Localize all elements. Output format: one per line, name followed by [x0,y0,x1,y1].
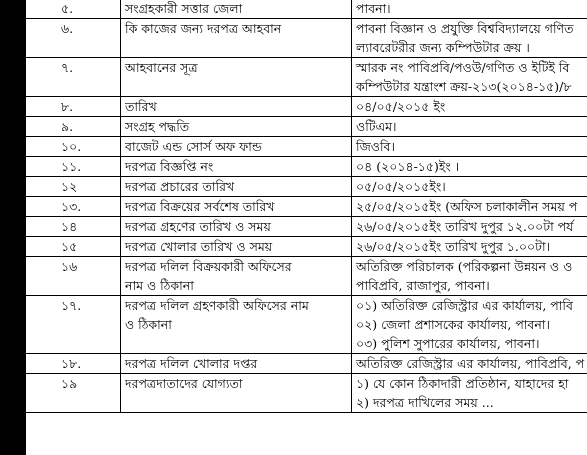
row-label [121,19,352,58]
value-line: পাবিপ্রবি, রাজাপুর, পাবনা। [356,278,490,293]
row-label [121,117,352,137]
value-line: ০১) অতিরিক্ত রেজিস্ট্রার এর কার্যালয়, পাবি [356,298,573,313]
label-line: দরপত্র দলিল খোলার দপ্তর [125,356,258,371]
row-number: ১৭. [25,296,121,354]
table-row [25,197,587,217]
value-line: ল্যাবরেটরীর জন্য কম্পিউটার ক্রয় । [356,40,530,55]
value-line: স্মারক নং পাবিপ্রবি/পওউ/গণিত ও ইটিই বি [356,60,570,75]
table-row [25,296,587,354]
value-line: অতিরিক্ত পরিচালক (পরিকল্পনা উন্নয়ন ও ও [356,259,573,274]
table-row [25,237,587,257]
value-line: ০৪ (২০১৪-১৫)ইং । [356,159,460,174]
row-number: ১২ [25,177,121,197]
value-line: ২) দরপত্র দাখিলের সময় ... [356,395,494,410]
row-value [352,197,587,217]
row-label [121,374,352,413]
row-label [121,0,352,19]
label-line: দরপত্রদাতাদের যোগ্যতা [125,376,243,391]
table-row [25,374,587,413]
label-line: নাম ও ঠিকানা [125,278,194,293]
row-number: ৫. [25,0,121,19]
table-row [25,58,587,97]
row-number: ১৪ [25,217,121,237]
table-row [25,0,587,19]
row-value [352,217,587,237]
row-number: ৬. [25,19,121,58]
label-line: ও ঠিকানা [125,317,172,332]
table-row [25,354,587,374]
row-label [121,354,352,374]
row-value [352,58,587,97]
label-line: সংগ্রহ পদ্ধতি [125,119,190,134]
row-label [121,177,352,197]
row-number: ১০. [25,137,121,157]
row-label [121,58,352,97]
value-line: ২৬/০৫/২০১৫ইং তারিখ দুপুর ১.০০টা। [356,239,551,254]
value-line: ০৩) পুলিশ সুপারের কার্যালয়, পাবনা। [356,336,540,351]
value-line: ওটিএম। [356,119,397,134]
value-line: ২৫/০৫/২০১৫ইং (অফিস চলাকালীন সময় প [356,199,578,214]
label-line: আহবানের সূত্র [125,60,198,75]
table-row [25,137,587,157]
row-label [121,197,352,217]
row-number: ৯. [25,117,121,137]
value-line: ০২) জেলা প্রশাসকের কার্যালয়, পাবনা। [356,317,550,332]
value-line: জিওবি। [356,139,395,154]
label-line: সংগ্রহকারী সত্তার জেলা [125,1,243,16]
label-line: দরপত্র দলিল বিক্রয়কারী অফিসের [125,259,292,274]
table-row [25,19,587,58]
row-number: ৮. [25,97,121,117]
value-line: অতিরিক্ত রেজিস্ট্রার এর কার্যালয়, পাবিপ্রবি, প [356,356,585,371]
label-line: দরপত্র প্রচারের তারিখ [125,179,235,194]
row-label [121,296,352,354]
table-row [25,257,587,296]
value-line: ১) যে কোন ঠিকাদারী প্রতিষ্ঠান, যাহাদের হা [356,376,569,391]
row-number: ১৮. [25,354,121,374]
row-value [352,237,587,257]
row-value [352,296,587,354]
label-line: দরপত্র খোলার তারিখ ও সময় [125,239,273,254]
tender-info-table [24,0,587,413]
row-number: ১১. [25,157,121,177]
row-number: ১৬ [25,257,121,296]
label-line: দরপত্র দলিল গ্রহণকারী অফিসের নাম [125,298,309,313]
label-line: দরপত্র বিজ্ঞপ্তি নং [125,159,214,174]
label-line: দরপত্র বিক্রয়ের সর্বশেষ তারিখ [125,199,275,214]
row-label [121,137,352,157]
row-value [352,354,587,374]
row-label [121,97,352,117]
row-number: ৭. [25,58,121,97]
label-line: কি কাজের জন্য দরপত্র আহবান [125,21,282,36]
row-number: ১৯ [25,374,121,413]
row-value [352,117,587,137]
row-number: ১৫ [25,237,121,257]
table-row [25,217,587,237]
value-line: ০৫/০৫/২০১৫ইং। [356,179,446,194]
row-value [352,157,587,177]
left-edge-bar [0,0,26,455]
value-line: কম্পিউটার যন্ত্রাংশ ক্রয়-২১৩(২০১৪-১৫)/৮ [356,79,572,94]
row-value [352,257,587,296]
value-line: ০৪/০৫/২০১৫ ইং [356,99,446,114]
label-line: বাজেট এন্ড সোর্স অফ ফান্ড [125,139,262,154]
row-label [121,157,352,177]
row-value [352,0,587,19]
value-line: ২৬/০৫/২০১৫ইং তারিখ দুপুর ১২.০০টা পর্য [356,219,574,234]
table-body [25,0,587,413]
row-number: ১৩. [25,197,121,217]
value-line: পাবনা। [356,1,391,16]
row-value [352,19,587,58]
row-value [352,177,587,197]
row-value [352,137,587,157]
label-line: দরপত্র গ্রহণের তারিখ ও সময় [125,219,271,234]
row-label [121,257,352,296]
table-row [25,177,587,197]
row-value [352,97,587,117]
row-label [121,217,352,237]
table-row [25,117,587,137]
label-line: তারিখ [125,99,157,114]
row-value [352,374,587,413]
row-label [121,237,352,257]
table-row [25,97,587,117]
table-row [25,157,587,177]
value-line: পাবনা বিজ্ঞান ও প্রযুক্তি বিশ্ববিদ্যালয়ে গণিত [356,21,574,36]
